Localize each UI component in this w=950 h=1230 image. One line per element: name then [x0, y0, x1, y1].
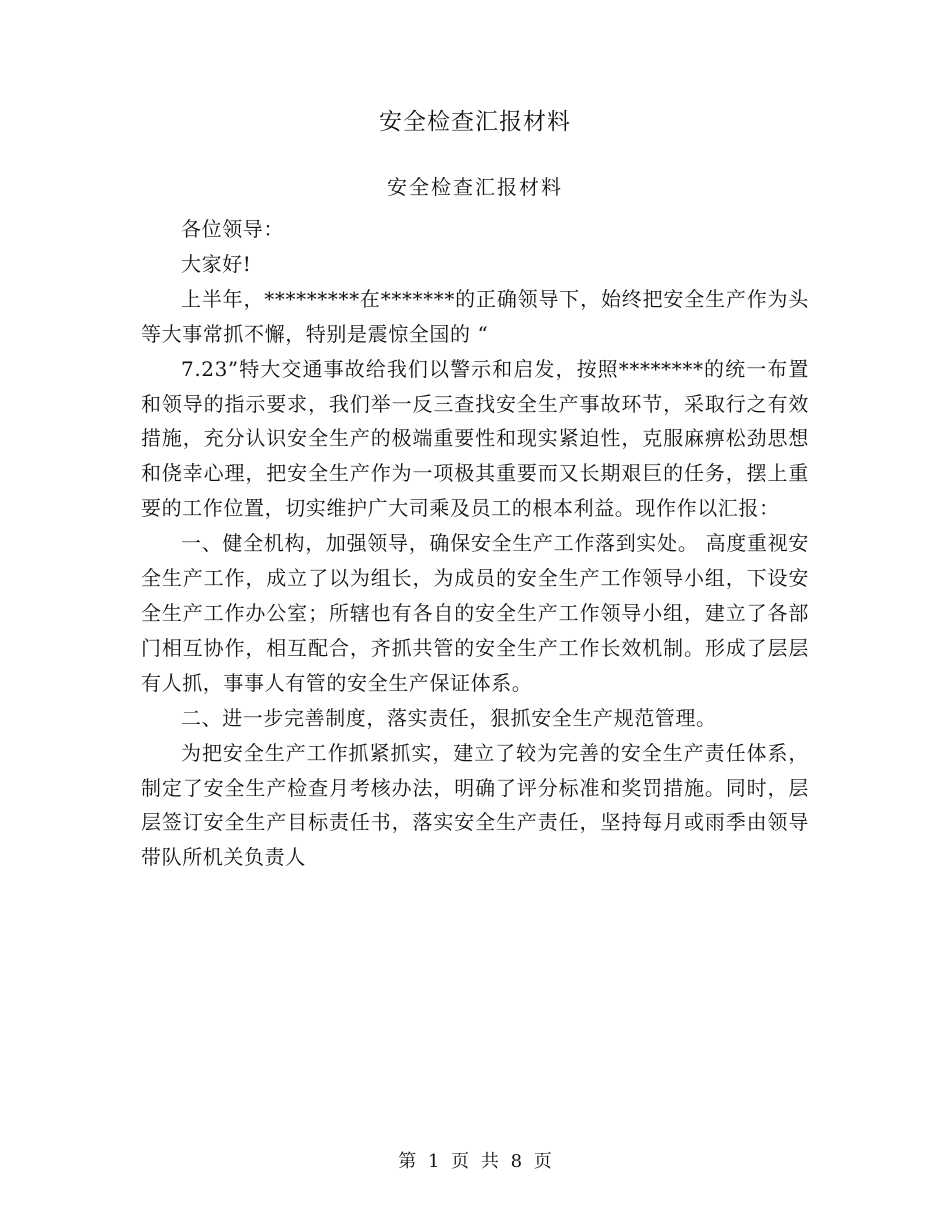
page-number-footer: 第 1 页 共 8 页: [398, 1151, 552, 1172]
paragraph-section-one: 一、健全机构，加强领导，确保安全生产工作落到实处。 高度重视安全生产工作，成立了以为组长，为成员的安全生产工作领导小组，下设安全生产工作办公室；所辖也有各自的安全生产工作领导小组，建立了各部门相互协作，相互配合，齐抓共管的安全生产工作长效机制。形成了层层有人抓，事事人有管的安全生产保证体系。: [141, 531, 809, 695]
greeting: 大家好!: [181, 251, 252, 276]
paragraph-section-two-heading: 二、进一步完善制度，落实责任，狠抓安全生产规范管理。: [181, 705, 717, 730]
paragraph-section-two-body: 为把安全生产工作抓紧抓实，建立了较为完善的安全生产责任体系，制定了安全生产检查月考核办法，明确了评分标准和奖罚措施。同时，层层签订安全生产目标责任书，落实安全生产责任，坚持每月或雨季由领导带队所机关负责人: [141, 740, 809, 870]
paragraph-intro: 上半年，*********在*******的正确领导下，始终把安全生产作为头等大事常抓不懈，特别是震惊全国的 “: [141, 286, 809, 346]
paragraph-accident: 7.23”特大交通事故给我们以警示和启发，按照********的统一布置和领导的指示要求，我们举一反三查找安全生产事故环节，采取行之有效措施，充分认识安全生产的极端重要性和现实紧迫性，克服麻痹松劲思想和侥幸心理，把安全生产作为一项极其重要而又长期艰巨的任务，摆上重要的工作位置，切实维护广大司乘及员工的根本利益。现作作以汇报：: [141, 356, 809, 521]
document-body: [141, 212, 809, 875]
salutation: 各位领导：: [181, 217, 284, 241]
document-subtitle: 安全检查汇报材料: [387, 175, 563, 199]
document-title: 安全检查汇报材料: [379, 109, 571, 135]
